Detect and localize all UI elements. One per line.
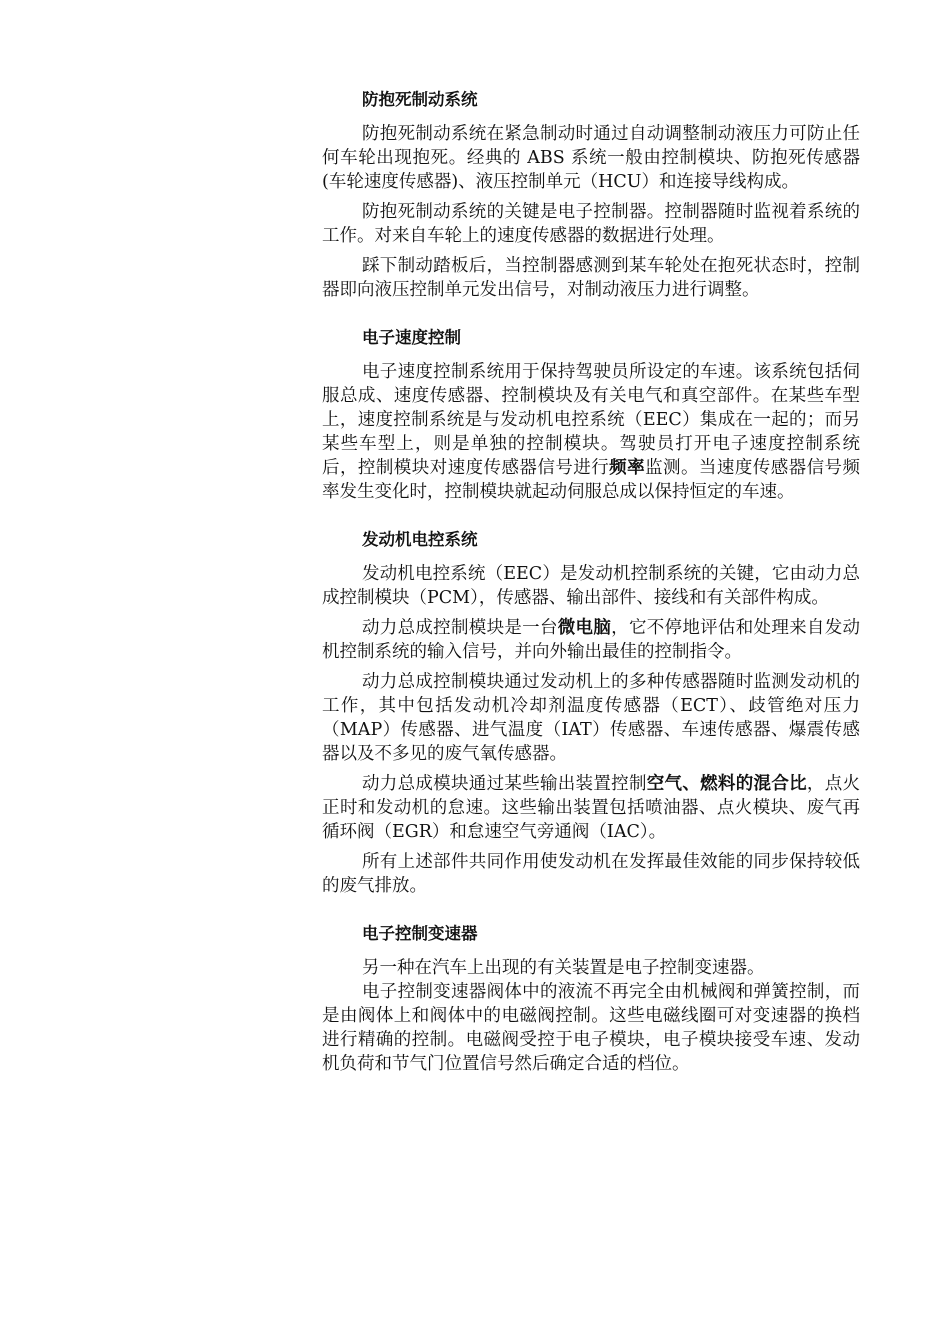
section-transmission (322, 922, 860, 1076)
section-abs (322, 88, 860, 302)
paragraph: 防抱死制动系统在紧急制动时通过自动调整制动液压力可防止任何车轮出现抱死。经典的 ABS 系统一般由控制模块、防抱死传感器(车轮速度传感器)、液压控制单元（HCU）和连接导线构成。 (322, 124, 860, 192)
document-page (322, 88, 860, 1100)
paragraph: 另一种在汽车上出现的有关装置是电子控制变速器。 (362, 958, 765, 978)
paragraph-text: 动力总成控制模块是一台 (362, 618, 558, 638)
paragraph (322, 616, 860, 664)
paragraph: 踩下制动踏板后，当控制器感测到某车轮处在抱死状态时，控制器即向液压控制单元发出信号，对制动液压力进行调整。 (322, 256, 860, 300)
section-heading: 电子控制变速器 (362, 924, 478, 943)
section-speed-control (322, 326, 860, 504)
paragraph: 防抱死制动系统的关键是电子控制器。控制器随时监视着系统的工作。对来自车轮上的速度传感器的数据进行处理。 (322, 202, 860, 246)
paragraph-text: 动力总成模块通过某些输出装置控制 (362, 774, 647, 794)
section-heading: 发动机电控系统 (362, 530, 478, 549)
bold-term: 频率 (609, 458, 646, 478)
section-heading: 防抱死制动系统 (362, 90, 478, 109)
paragraph: 电子控制变速器阀体中的液流不再完全由机械阀和弹簧控制，而是由阀体上和阀体中的电磁阀控制。这些电磁线圈可对变速器的换档进行精确的控制。电磁阀受控于电子模块，电子模块接受车速、发动机负荷和节气门位置信号然后确定合适的档位。 (322, 982, 860, 1074)
paragraph: 所有上述部件共同作用使发动机在发挥最佳效能的同步保持较低的废气排放。 (322, 852, 860, 896)
paragraph: 发动机电控系统（EEC）是发动机控制系统的关键，它由动力总成控制模块（PCM），传感器、输出部件、接线和有关部件构成。 (322, 564, 860, 608)
paragraph (322, 360, 860, 504)
bold-term: 微电脑 (557, 618, 612, 638)
section-heading: 电子速度控制 (362, 328, 461, 347)
paragraph-text: 电子速度控制系统用于保持驾驶员所设定的车速。该系统包括伺服总成、速度传感器、控制模块及有关电气和真空部件。在某些车型上，速度控制系统是与发动机电控系统（EEC）集成在一起的；而另某些车型上，则是单独的控制模块。驾驶员打开电子速度控制系统后，控制模块对速度传感器信号进行 (322, 362, 860, 478)
paragraph-text: ，点火正时和发动机的怠速。这些输出装置包括喷油器、点火模块、废气再循环阀（EGR）和怠速空气旁通阀（IAC）。 (322, 774, 861, 842)
paragraph-text: 监测。当速度传感器信号频率发生变化时，控制模块就起动伺服总成以保持恒定的车速。 (322, 458, 861, 502)
paragraph: 动力总成控制模块通过发动机上的多种传感器随时监测发动机的工作，其中包括发动机冷却剂温度传感器（ECT）、歧管绝对压力（MAP）传感器、进气温度（IAT）传感器、车速传感器、爆震传感器以及不多见的废气氧传感器。 (322, 672, 860, 764)
paragraph (322, 772, 860, 844)
section-eec (322, 528, 860, 898)
paragraph-text: ，它不停地评估和处理来自发动机控制系统的输入信号，并向外输出最佳的控制指令。 (322, 618, 861, 662)
bold-term: 空气、燃料的混合比 (646, 774, 807, 794)
